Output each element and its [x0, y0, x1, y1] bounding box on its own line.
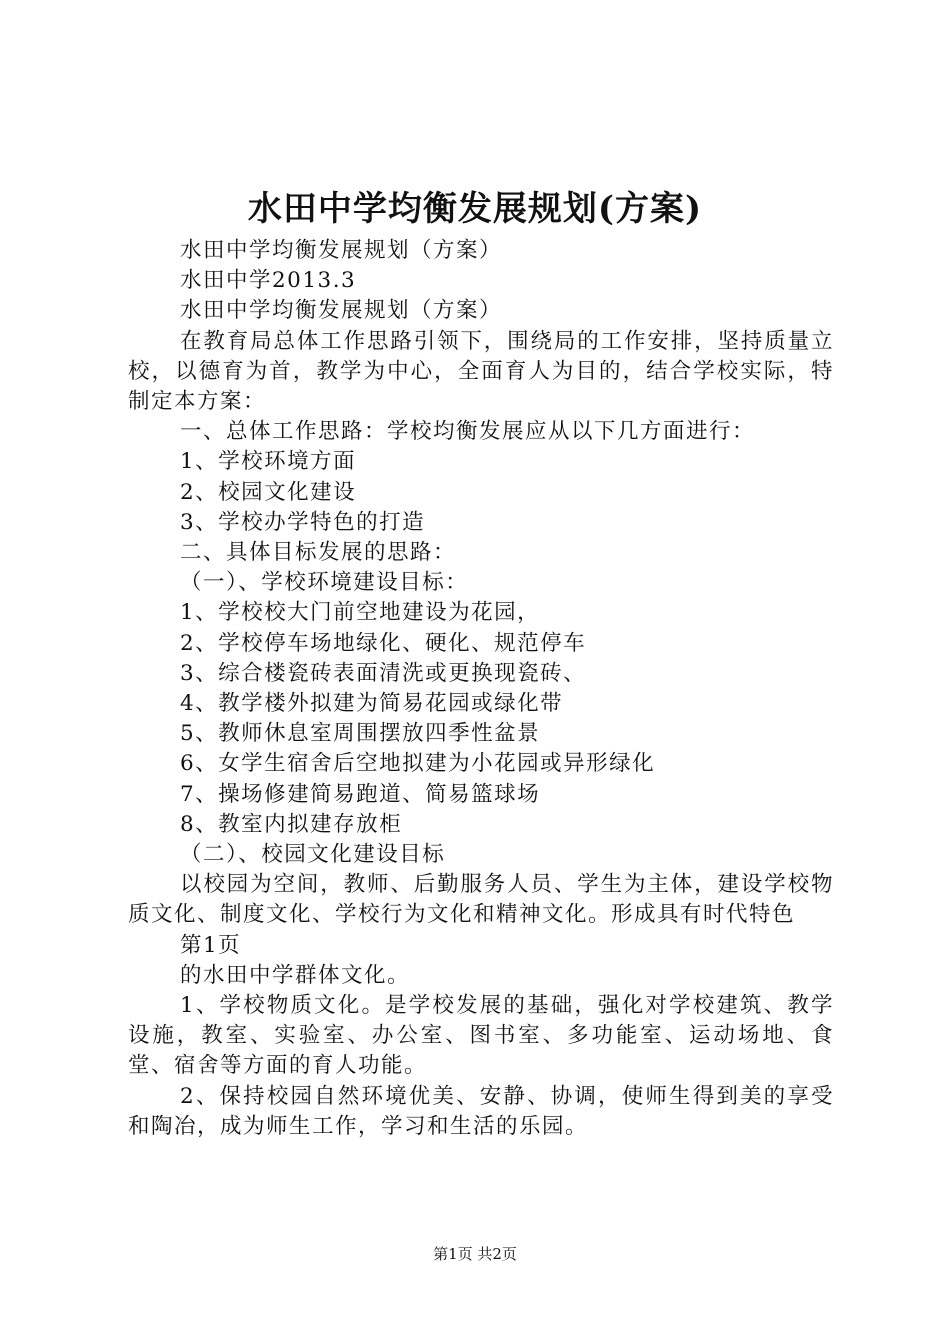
paragraph: （一）、学校环境建设目标： [180, 570, 469, 596]
paragraph: 7、操场修建简易跑道、简易篮球场 [180, 781, 541, 807]
paragraph: 3、综合楼瓷砖表面清洗或更换现瓷砖、 [180, 660, 587, 686]
paragraph: 2、校园文化建设 [180, 479, 357, 505]
page-footer: 第1页 共2页 [433, 1245, 517, 1263]
paragraph: 在教育局总体工作思路引领下，围绕局的工作安排，坚持质量立校，以德育为首，教学为中心，全面育人为目的，结合学校实际，特制定本方案： [128, 328, 834, 415]
paragraph: 2、保持校园自然环境优美、安静、协调，使师生得到美的享受和陶冶，成为师生工作，学习和生活的乐园。 [128, 1083, 834, 1139]
paragraph: 3、学校办学特色的打造 [180, 509, 426, 535]
inline-page-marker: 第1页 [180, 932, 242, 958]
paragraph: 5、教师休息室周围摆放四季性盆景 [180, 721, 541, 747]
paragraph: 1、学校校大门前空地建设为花园， [180, 600, 541, 626]
paragraph: 水田中学2013.3 [180, 268, 357, 294]
paragraph: 以校园为空间，教师、后勤服务人员、学生为主体，建设学校物质文化、制度文化、学校行为文化和精神文化。形成具有时代特色 [128, 872, 834, 928]
paragraph: （二）、校园文化建设目标 [180, 842, 446, 868]
paragraph: 一、总体工作思路：学校均衡发展应从以下几方面进行： [180, 419, 756, 445]
paragraph: 8、教室内拟建存放柜 [180, 811, 403, 837]
document-title: 水田中学均衡发展规划(方案) [247, 189, 703, 229]
paragraph: 二、具体目标发展的思路： [180, 540, 457, 566]
paragraph: 1、学校物质文化。是学校发展的基础，强化对学校建筑、教学设施，教室、实验室、办公室、图书室、多功能室、运动场地、食堂、宿舍等方面的育人功能。 [128, 993, 834, 1079]
document-body [128, 236, 834, 1142]
paragraph: 1、学校环境方面 [180, 449, 357, 475]
paragraph: 6、女学生宿舍后空地拟建为小花园或异形绿化 [180, 751, 656, 777]
paragraph: 2、学校停车场地绿化、硬化、规范停车 [180, 630, 587, 656]
paragraph: 水田中学均衡发展规划（方案） [180, 298, 503, 324]
paragraph: 水田中学均衡发展规划（方案） [180, 238, 503, 263]
paragraph: 的水田中学群体文化。 [180, 962, 411, 988]
paragraph: 4、教学楼外拟建为简易花园或绿化带 [180, 691, 564, 717]
